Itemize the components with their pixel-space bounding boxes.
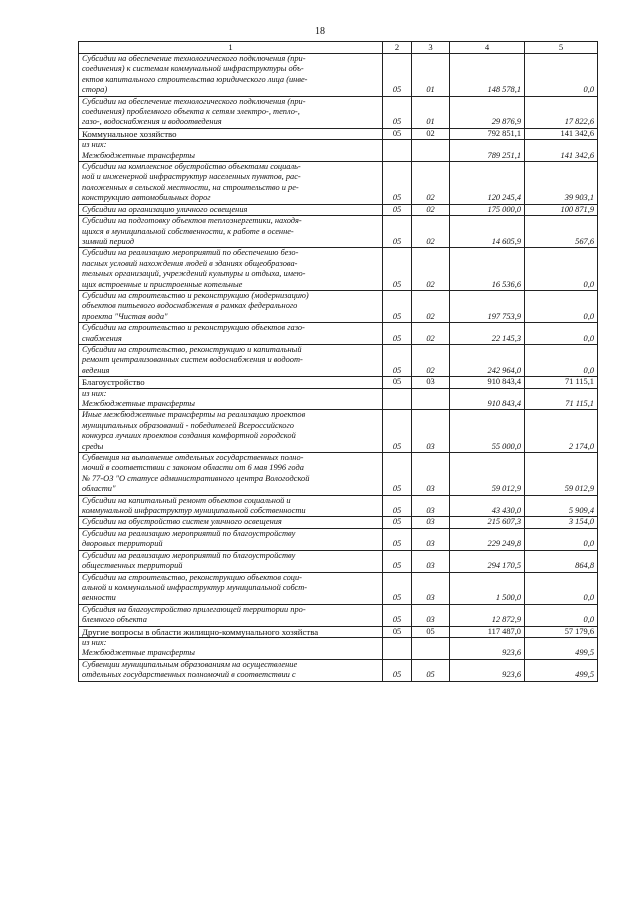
row-actual-value-cell: 59 012,9 xyxy=(525,453,598,496)
row-name-text: Субсидии на обеспечение технологического подключения (при- соединения) к системам коммунальной инфраструктуры объ- ектов капитального строительства юридического лица (инве- стора) xyxy=(82,54,308,95)
row-actual-value-cell: 5 909,4 xyxy=(525,495,598,517)
row-name-cell xyxy=(79,140,383,162)
row-section-cell: 05 xyxy=(383,550,412,572)
row-name-cell xyxy=(79,572,383,604)
row-actual-value-cell: 141 342,6 xyxy=(525,128,598,139)
row-plan-value-cell: 14 605,9 xyxy=(450,216,525,248)
row-name-text: Субсидии на строительство и реконструкцию (модернизацию) объектов питьевого водоснабжения в рамках федерального проекта "Чистая вода" xyxy=(82,290,309,321)
row-section-cell: 05 xyxy=(383,517,412,528)
row-name-cell xyxy=(79,550,383,572)
row-name-text: Коммунальное хозяйство xyxy=(82,128,177,139)
row-name-text: Субсидии на реализацию мероприятий по благоустройству общественных территорий xyxy=(82,550,296,571)
row-name-text: Субвенция на выполнение отдельных государственных полно- мочий в соответствии с законом области от 6 мая 1996 года № 77-ОЗ "О статусе административного центра Вологодской области" xyxy=(82,453,310,494)
row-plan-value-cell: 29 876,9 xyxy=(450,96,525,128)
row-section-cell: 05 xyxy=(383,572,412,604)
row-actual-value-cell: 71 115,1 xyxy=(525,377,598,388)
row-subsection-cell: 02 xyxy=(412,204,450,215)
header-col-1: 1 xyxy=(79,42,383,54)
row-section-cell: 05 xyxy=(383,162,412,205)
row-name-text: Субсидии на организацию уличного освещения xyxy=(82,204,248,214)
row-name-text: Субсидии на реализацию мероприятий по благоустройству дворовых территорий xyxy=(82,528,296,549)
row-actual-value-cell: 0,0 xyxy=(525,572,598,604)
row-name-cell xyxy=(79,54,383,97)
row-name-text: Субсидии на капитальный ремонт объектов социальной и коммунальной инфраструктур муниципальной собственности xyxy=(82,495,306,516)
row-subsection-cell: 02 xyxy=(412,323,450,345)
row-plan-value-cell: 55 000,0 xyxy=(450,410,525,453)
row-section-cell: 05 xyxy=(383,604,412,626)
row-name-cell xyxy=(79,162,383,205)
row-subsection-cell: 05 xyxy=(412,626,450,637)
row-actual-value-cell: 0,0 xyxy=(525,323,598,345)
row-actual-value-cell: 0,0 xyxy=(525,604,598,626)
row-plan-value-cell: 789 251,1 xyxy=(450,140,525,162)
row-section-cell: 05 xyxy=(383,659,412,681)
row-name-text: Другие вопросы в области жилищно-коммунального хозяйства xyxy=(82,626,319,637)
row-plan-value-cell: 923,6 xyxy=(450,637,525,659)
row-name-text: Субсидии на комплексное обустройство объектами социаль- ной и инженерной инфраструктур населенных пунктов, рас- положенных в сельской местности, на строительство и ре- конструкцию автомобильных дорог xyxy=(82,162,301,203)
table-row xyxy=(79,162,598,205)
row-name-text: Субсидии на обустройство систем уличного освещения xyxy=(82,517,282,527)
table-row xyxy=(79,140,598,162)
row-actual-value-cell: 17 822,6 xyxy=(525,96,598,128)
row-actual-value-cell: 3 154,0 xyxy=(525,517,598,528)
row-subsection-cell: 03 xyxy=(412,550,450,572)
row-plan-value-cell: 1 500,0 xyxy=(450,572,525,604)
row-name-text: из них: Межбюджетные трансферты xyxy=(82,637,195,658)
row-name-cell xyxy=(79,517,383,528)
row-subsection-cell: 01 xyxy=(412,96,450,128)
table-row xyxy=(79,528,598,550)
row-plan-value-cell: 16 536,6 xyxy=(450,248,525,291)
row-section-cell: 05 xyxy=(383,344,412,376)
table-row xyxy=(79,290,598,322)
row-plan-value-cell: 197 753,9 xyxy=(450,290,525,322)
row-name-text: Субсидии на обеспечение технологического подключения (при- соединения) проблемного объекта к сетям электро-, тепло-, газо-, водоснабжения и водоотведения xyxy=(82,96,306,127)
row-name-cell xyxy=(79,323,383,345)
row-actual-value-cell: 0,0 xyxy=(525,290,598,322)
row-subsection-cell: 03 xyxy=(412,604,450,626)
row-subsection-cell: 03 xyxy=(412,495,450,517)
row-subsection-cell: 02 xyxy=(412,248,450,291)
row-section-cell: 05 xyxy=(383,248,412,291)
row-subsection-cell: 03 xyxy=(412,517,450,528)
row-subsection-cell: 05 xyxy=(412,659,450,681)
row-name-cell xyxy=(79,96,383,128)
row-plan-value-cell: 910 843,4 xyxy=(450,388,525,410)
row-subsection-cell: 02 xyxy=(412,216,450,248)
row-subsection-cell: 03 xyxy=(412,410,450,453)
row-subsection-cell xyxy=(412,140,450,162)
row-plan-value-cell: 175 000,0 xyxy=(450,204,525,215)
row-plan-value-cell: 43 430,0 xyxy=(450,495,525,517)
row-actual-value-cell: 499,5 xyxy=(525,637,598,659)
row-name-cell xyxy=(79,495,383,517)
page-number: 18 xyxy=(315,26,325,37)
row-subsection-cell: 03 xyxy=(412,528,450,550)
table-row xyxy=(79,216,598,248)
row-subsection-cell: 02 xyxy=(412,290,450,322)
header-col-4: 4 xyxy=(450,42,525,54)
row-name-cell xyxy=(79,453,383,496)
row-plan-value-cell: 294 170,5 xyxy=(450,550,525,572)
row-section-cell: 05 xyxy=(383,528,412,550)
table-row xyxy=(79,54,598,97)
row-actual-value-cell: 57 179,6 xyxy=(525,626,598,637)
table-row xyxy=(79,495,598,517)
row-actual-value-cell: 864,8 xyxy=(525,550,598,572)
row-actual-value-cell: 100 871,9 xyxy=(525,204,598,215)
row-section-cell xyxy=(383,637,412,659)
row-actual-value-cell: 71 115,1 xyxy=(525,388,598,410)
row-name-cell xyxy=(79,290,383,322)
row-name-cell xyxy=(79,248,383,291)
row-actual-value-cell: 0,0 xyxy=(525,248,598,291)
row-plan-value-cell: 148 578,1 xyxy=(450,54,525,97)
table-row xyxy=(79,637,598,659)
row-actual-value-cell: 0,0 xyxy=(525,54,598,97)
table-row xyxy=(79,517,598,528)
row-name-cell xyxy=(79,377,383,388)
row-name-cell xyxy=(79,637,383,659)
row-name-text: Субсидии на строительство и реконструкцию объектов газо- снабжения xyxy=(82,323,305,343)
row-section-cell: 05 xyxy=(383,54,412,97)
row-plan-value-cell: 229 249,8 xyxy=(450,528,525,550)
row-name-cell xyxy=(79,659,383,681)
table-row xyxy=(79,248,598,291)
row-section-cell: 05 xyxy=(383,96,412,128)
row-section-cell: 05 xyxy=(383,323,412,345)
row-name-cell xyxy=(79,528,383,550)
row-actual-value-cell: 141 342,6 xyxy=(525,140,598,162)
row-subsection-cell: 03 xyxy=(412,453,450,496)
row-name-text: из них: Межбюджетные трансферты xyxy=(82,140,195,160)
row-name-cell xyxy=(79,216,383,248)
row-name-cell xyxy=(79,604,383,626)
table-row xyxy=(79,550,598,572)
row-plan-value-cell: 12 872,9 xyxy=(450,604,525,626)
table-row xyxy=(79,604,598,626)
row-section-cell: 05 xyxy=(383,128,412,139)
row-name-text: Субсидии на строительство, реконструкцию и капитальный ремонт централизованных систем водоснабжения и водоот- ведения xyxy=(82,344,303,375)
row-subsection-cell xyxy=(412,388,450,410)
row-section-cell: 05 xyxy=(383,410,412,453)
row-subsection-cell: 02 xyxy=(412,128,450,139)
row-name-cell xyxy=(79,626,383,637)
table-row xyxy=(79,626,598,637)
row-name-text: Благоустройство xyxy=(82,377,145,388)
row-actual-value-cell: 0,0 xyxy=(525,344,598,376)
table-row xyxy=(79,96,598,128)
row-plan-value-cell: 117 487,0 xyxy=(450,626,525,637)
row-subsection-cell xyxy=(412,637,450,659)
table-row xyxy=(79,572,598,604)
row-plan-value-cell: 910 843,4 xyxy=(450,377,525,388)
row-section-cell: 05 xyxy=(383,290,412,322)
row-name-text: Иные межбюджетные трансферты на реализацию проектов муниципальных образований - победителей Всероссийского конкурса лучших проектов создания комфортной городской среды xyxy=(82,410,306,451)
table-row xyxy=(79,128,598,139)
table-row xyxy=(79,377,598,388)
row-actual-value-cell: 39 903,1 xyxy=(525,162,598,205)
table-row xyxy=(79,204,598,215)
row-name-cell xyxy=(79,128,383,139)
table-row xyxy=(79,453,598,496)
row-name-cell xyxy=(79,344,383,376)
row-section-cell: 05 xyxy=(383,204,412,215)
row-actual-value-cell: 0,0 xyxy=(525,528,598,550)
row-section-cell: 05 xyxy=(383,377,412,388)
row-actual-value-cell: 567,6 xyxy=(525,216,598,248)
row-subsection-cell: 03 xyxy=(412,572,450,604)
row-section-cell: 05 xyxy=(383,626,412,637)
row-name-text: Субсидии на реализацию мероприятий по обеспечению безо- пасных условий нахождения людей в зданиях общеобразова- тельных организаций, учреждений культуры и отдыха, имею- щих встроенные и пристроенные котельные xyxy=(82,248,306,289)
row-plan-value-cell: 923,6 xyxy=(450,659,525,681)
row-name-text: Субсидия на благоустройство прилегающей территории про- блемного объекта xyxy=(82,604,306,625)
table-row xyxy=(79,659,598,681)
row-name-cell xyxy=(79,204,383,215)
row-plan-value-cell: 792 851,1 xyxy=(450,128,525,139)
row-name-cell xyxy=(79,410,383,453)
row-name-text: Субвенции муниципальным образованиям на осуществление отдельных государственных полномочий в соответствии с xyxy=(82,659,298,680)
header-col-5: 5 xyxy=(525,42,598,54)
table-row xyxy=(79,388,598,410)
row-section-cell: 05 xyxy=(383,453,412,496)
header-col-2: 2 xyxy=(383,42,412,54)
row-section-cell xyxy=(383,388,412,410)
row-subsection-cell: 02 xyxy=(412,162,450,205)
row-section-cell: 05 xyxy=(383,216,412,248)
row-name-text: из них: Межбюджетные трансферты xyxy=(82,388,195,408)
row-subsection-cell: 01 xyxy=(412,54,450,97)
row-actual-value-cell: 499,5 xyxy=(525,659,598,681)
row-plan-value-cell: 59 012,9 xyxy=(450,453,525,496)
row-name-cell xyxy=(79,388,383,410)
table-row xyxy=(79,344,598,376)
table-row xyxy=(79,323,598,345)
row-section-cell xyxy=(383,140,412,162)
row-section-cell: 05 xyxy=(383,495,412,517)
row-subsection-cell: 03 xyxy=(412,377,450,388)
row-plan-value-cell: 242 964,0 xyxy=(450,344,525,376)
row-subsection-cell: 02 xyxy=(412,344,450,376)
header-col-3: 3 xyxy=(412,42,450,54)
row-actual-value-cell: 2 174,0 xyxy=(525,410,598,453)
row-plan-value-cell: 22 145,3 xyxy=(450,323,525,345)
table-header-row xyxy=(79,42,598,54)
budget-table xyxy=(78,41,598,682)
row-plan-value-cell: 215 607,3 xyxy=(450,517,525,528)
row-name-text: Субсидии на строительство, реконструкцию объектов соци- альной и коммунальной инфраструктур муниципальной собст- венности xyxy=(82,572,308,603)
row-plan-value-cell: 120 245,4 xyxy=(450,162,525,205)
table-row xyxy=(79,410,598,453)
row-name-text: Субсидии на подготовку объектов теплоэнергетики, находя- щихся в муниципальной собственности, к работе в осенне- зимний период xyxy=(82,216,302,246)
